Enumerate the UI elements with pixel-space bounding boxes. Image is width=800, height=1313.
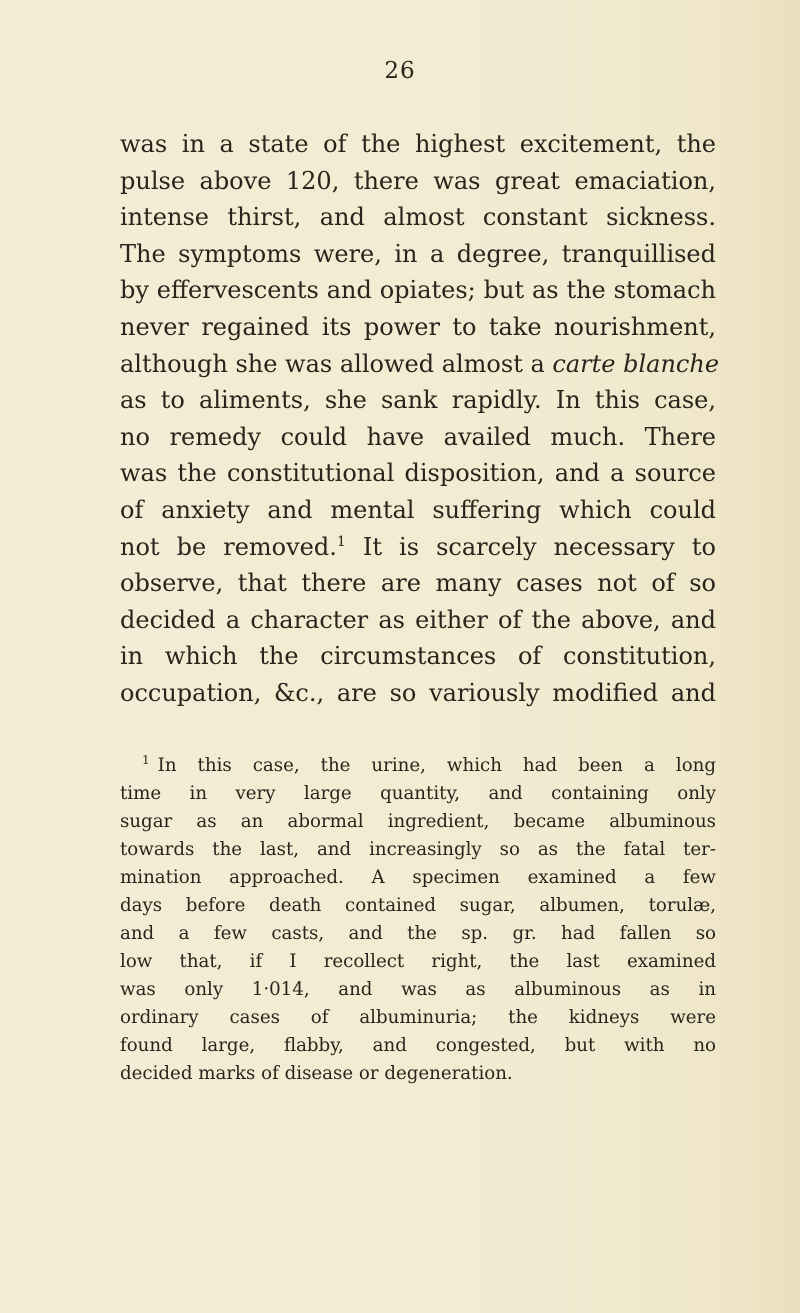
footnote-marker: 1 (142, 753, 150, 767)
text-line: by effervescents and opiates; but as the stomach (120, 276, 716, 305)
italic-phrase: carte blanche (552, 349, 720, 378)
text-line: as to aliments, she sank rapidly. In this case, (120, 386, 716, 415)
main-text (120, 126, 720, 712)
footnote-line: was only 1·014, and was as albuminous as in (120, 979, 716, 1000)
text-fragment: In this case, the urine, which had been a long (157, 755, 716, 776)
text-line: of anxiety and mental suffering which could (120, 495, 716, 524)
page-number: 26 (384, 58, 416, 84)
text-line: intense thirst, and almost constant sickness. (120, 203, 716, 232)
footnote-line: time in very large quantity, and containing only (120, 783, 716, 804)
footnote-line (120, 746, 716, 780)
text-fragment: although she was allowed almost a (120, 349, 545, 378)
text-line: occupation, &c., are so variously modified and (120, 678, 716, 707)
footnote-line: ordinary cases of albuminuria; the kidneys were (120, 1007, 716, 1028)
text-line: was the constitutional disposition, and a source (120, 459, 716, 488)
text-line: never regained its power to take nourishment, (120, 312, 716, 341)
footnote-line: days before death contained sugar, albumen, torulæ, (120, 895, 716, 916)
text-line: pulse above 120, there was great emaciation, (120, 166, 716, 195)
text-fragment: not be removed. (120, 532, 337, 561)
text-line (120, 529, 716, 566)
text-line: decided a character as either of the above, and (120, 605, 716, 634)
footnote (120, 746, 716, 1088)
footnote-line: sugar as an abormal ingredient, became albuminous (120, 811, 716, 832)
text-line: no remedy could have availed much. There (120, 422, 716, 451)
text-line: The symptoms were, in a degree, tranquillised (120, 239, 716, 268)
text-line: in which the circumstances of constitution, (120, 642, 716, 671)
footnote-line: low that, if I recollect right, the last examined (120, 951, 716, 972)
footnote-line: and a few casts, and the sp. gr. had fallen so (120, 923, 716, 944)
text-fragment: It is scarcely necessary to (362, 532, 716, 561)
footnote-line: mination approached. A specimen examined a few (120, 867, 716, 888)
footnote-line: decided marks of disease or degeneration. (120, 1063, 513, 1084)
footnote-reference: 1 (336, 533, 346, 550)
footnote-line: towards the last, and increasingly so as the fatal ter- (120, 839, 716, 860)
footnote-line: found large, flabby, and congested, but with no (120, 1035, 716, 1056)
text-line: observe, that there are many cases not of so (120, 569, 716, 598)
text-line (120, 346, 720, 383)
text-line: was in a state of the highest excitement, the (120, 130, 716, 158)
